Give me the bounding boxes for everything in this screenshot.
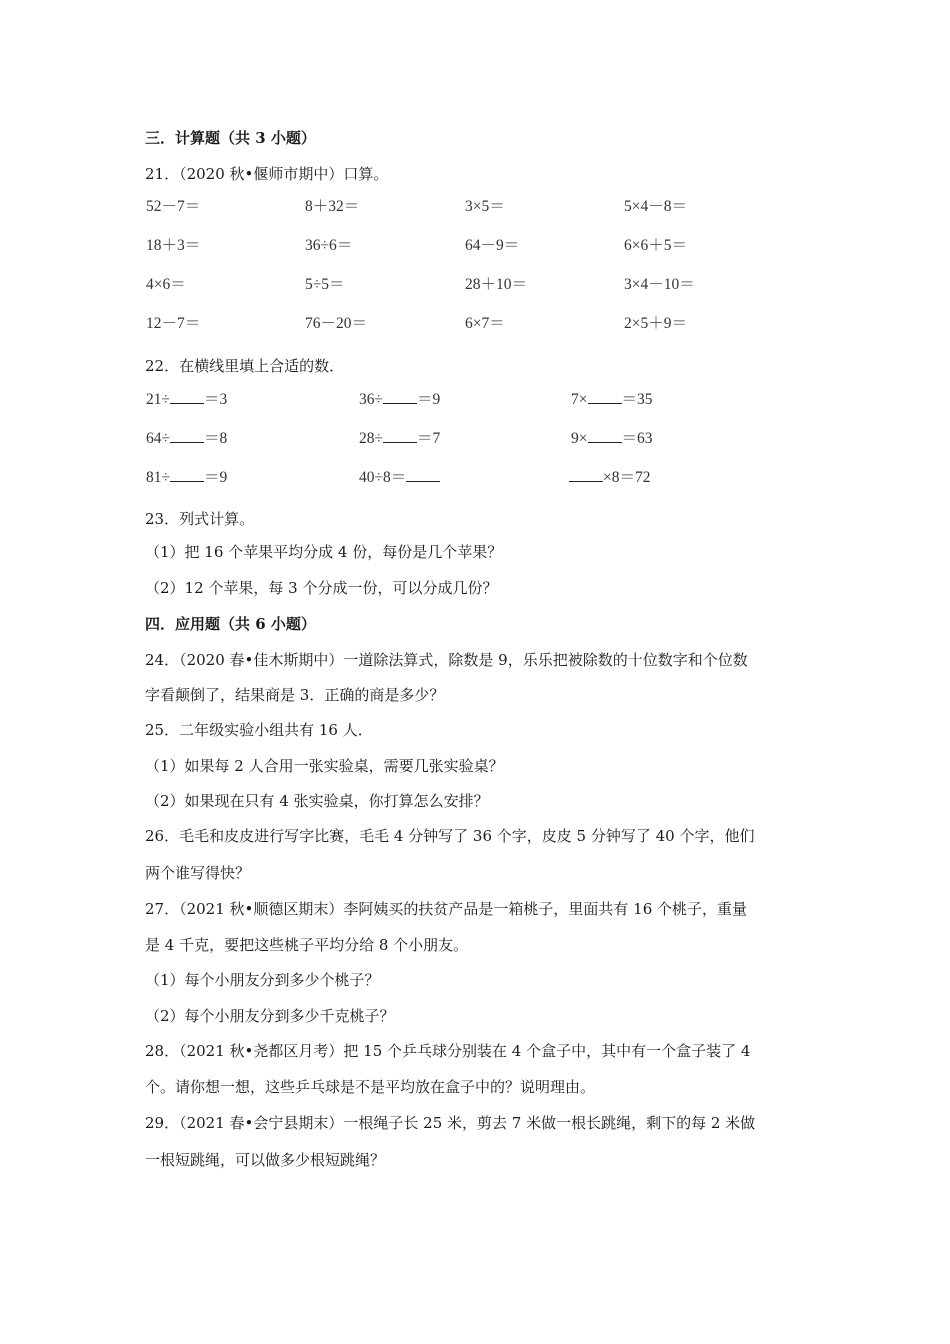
fill-suffix: ＝7	[417, 430, 441, 447]
question-29-line2: 一根短跳绳，可以做多少根短跳绳？	[145, 1151, 386, 1169]
question-24-line2: 字看颠倒了，结果商是 3．正确的商是多少？	[145, 686, 445, 704]
answer-blank[interactable]	[170, 389, 204, 404]
fill-prefix: 64÷	[146, 430, 171, 447]
oral-item: 36÷6＝	[305, 237, 353, 254]
question-25-1: （1）如果每 2 人合用一张实验桌，需要几张实验桌？	[145, 757, 504, 775]
question-27-line2: 是 4 千克，要把这些桃子平均分给 8 个小朋友。	[145, 936, 469, 954]
section-4-header: 四．应用题（共 6 小题）	[145, 615, 316, 633]
question-27-line1: 27．（2021 秋•顺德区期末）李阿姨买的扶贫产品是一箱桃子，里面共有 16 个桃子，重量	[145, 900, 748, 918]
oral-item: 2×5＋9＝	[624, 315, 687, 332]
question-27-1: （1）每个小朋友分到多少个桃子？	[145, 971, 380, 989]
fill-item	[146, 389, 227, 410]
answer-blank[interactable]	[170, 428, 204, 443]
answer-blank[interactable]	[588, 428, 622, 443]
fill-item	[146, 467, 227, 488]
oral-item: 5×4－8＝	[624, 198, 687, 215]
fill-suffix: ＝8	[204, 430, 228, 447]
fill-suffix: ＝3	[204, 391, 228, 408]
oral-item: 3×5＝	[465, 198, 505, 215]
oral-item: 6×7＝	[465, 315, 505, 332]
answer-blank[interactable]	[569, 467, 603, 482]
oral-item: 4×6＝	[146, 276, 186, 293]
fill-prefix: 28÷	[359, 430, 384, 447]
question-25-2: （2）如果现在只有 4 张实验桌，你打算怎么安排？	[145, 792, 489, 810]
oral-item: 5÷5＝	[305, 276, 345, 293]
answer-blank[interactable]	[383, 389, 417, 404]
section-3-header: 三．计算题（共 3 小题）	[145, 129, 316, 147]
oral-item: 18＋3＝	[146, 237, 201, 254]
fill-suffix: ×8＝72	[603, 469, 651, 486]
fill-item	[569, 467, 651, 488]
fill-item	[359, 467, 440, 488]
fill-prefix: 9×	[571, 430, 588, 447]
oral-item: 3×4－10＝	[624, 276, 695, 293]
fill-prefix: 40÷8＝	[359, 469, 407, 486]
answer-blank[interactable]	[588, 389, 622, 404]
fill-suffix: ＝9	[417, 391, 441, 408]
fill-prefix: 7×	[571, 391, 588, 408]
question-25: 25．二年级实验小组共有 16 人．	[145, 721, 373, 739]
fill-suffix: ＝63	[621, 430, 653, 447]
oral-item: 6×6＋5＝	[624, 237, 687, 254]
question-23-2: （2）12 个苹果，每 3 个分成一份，可以分成几份？	[145, 579, 498, 597]
fill-item	[571, 389, 653, 410]
fill-item	[146, 428, 227, 449]
question-26-line1: 26．毛毛和皮皮进行写字比赛，毛毛 4 分钟写了 36 个字，皮皮 5 分钟写了 40 个字，他们	[145, 827, 755, 845]
answer-blank[interactable]	[383, 428, 417, 443]
fill-item	[359, 428, 440, 449]
question-23: 23．列式计算。	[145, 510, 255, 528]
answer-blank[interactable]	[406, 467, 440, 482]
oral-item: 12－7＝	[146, 315, 201, 332]
question-27-2: （2）每个小朋友分到多少千克桃子？	[145, 1007, 395, 1025]
oral-item: 76－20＝	[305, 315, 368, 332]
oral-item: 52－7＝	[146, 198, 201, 215]
question-28-line1: 28．（2021 秋•尧都区月考）把 15 个乒乓球分别装在 4 个盒子中，其中有一个盒子装了 4	[145, 1042, 751, 1060]
question-29-line1: 29．（2021 春•会宁县期末）一根绳子长 25 米，剪去 7 米做一根长跳绳，剩下的每 2 米做	[145, 1114, 756, 1132]
fill-prefix: 36÷	[359, 391, 384, 408]
question-22: 22．在横线里填上合适的数．	[145, 357, 345, 375]
oral-item: 28＋10＝	[465, 276, 528, 293]
oral-item: 8＋32＝	[305, 198, 360, 215]
answer-blank[interactable]	[170, 467, 204, 482]
question-24-line1: 24．（2020 春•佳木斯期中）一道除法算式，除数是 9，乐乐把被除数的十位数字和个位数	[145, 651, 748, 669]
fill-item	[571, 428, 653, 449]
oral-item: 64－9＝	[465, 237, 520, 254]
fill-item	[359, 389, 440, 410]
question-23-1: （1）把 16 个苹果平均分成 4 份，每份是几个苹果？	[145, 543, 503, 561]
fill-suffix: ＝9	[204, 469, 228, 486]
fill-suffix: ＝35	[621, 391, 653, 408]
fill-prefix: 81÷	[146, 469, 171, 486]
question-26-line2: 两个谁写得快？	[145, 864, 251, 882]
question-21: 21．（2020 秋•偃师市期中）口算。	[145, 165, 389, 183]
fill-prefix: 21÷	[146, 391, 171, 408]
question-28-line2: 个。请你想一想，这些乒乓球是不是平均放在盒子中的？说明理由。	[145, 1078, 596, 1096]
